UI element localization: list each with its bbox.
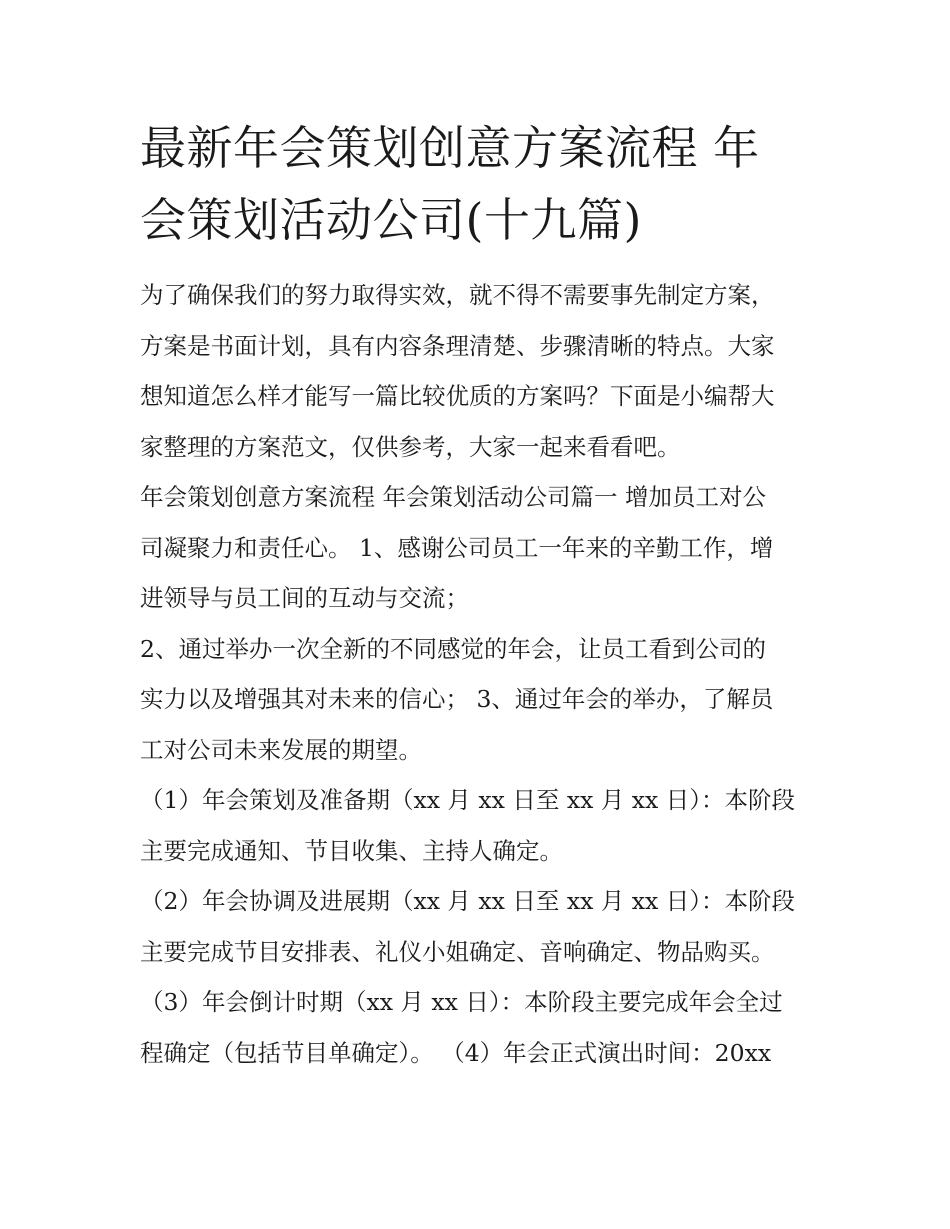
title-line: 会策划活动公司(十九篇) <box>140 193 642 247</box>
goals-paragraph <box>140 624 815 776</box>
phase-2-paragraph <box>140 876 815 977</box>
document-body <box>140 112 815 1078</box>
text-line: 主要完成通知、节目收集、主持人确定。 <box>140 836 563 865</box>
text-line: 工对公司未来发展的期望。 <box>140 735 422 764</box>
title-line: 最新年会策划创意方案流程 年 <box>140 121 760 175</box>
text-line: 为了确保我们的努力取得实效，就不得不需要事先制定方案， <box>140 281 775 309</box>
text-line: 司凝聚力和责任心。 1、感谢公司员工一年来的辛勤工作，增 <box>140 533 774 562</box>
text-line: （1）年会策划及准备期（xx 月 xx 日至 xx 月 xx 日）：本阶段 <box>140 786 796 814</box>
section-paragraph <box>140 472 815 624</box>
intro-paragraph <box>140 270 815 472</box>
text-line: 家整理的方案范文，仅供参考，大家一起来看看吧。 <box>140 432 681 461</box>
phase-3-paragraph <box>140 977 815 1078</box>
phase-1-paragraph <box>140 775 815 876</box>
text-line: （2）年会协调及进展期（xx 月 xx 日至 xx 月 xx 日）：本阶段 <box>140 887 796 915</box>
text-line: 年会策划创意方案流程 年会策划活动公司篇一 增加员工对公 <box>140 483 766 511</box>
text-line: 程确定（包括节目单确定）。 （4）年会正式演出时间：20xx <box>140 1038 772 1067</box>
text-line: 进领导与员工间的互动与交流； <box>140 584 469 612</box>
text-line: （3）年会倒计时期（xx 月 xx 日）：本阶段主要完成年会全过 <box>140 988 783 1016</box>
text-line: 2、通过举办一次全新的不同感觉的年会，让员工看到公司的 <box>140 634 766 663</box>
document-title <box>140 112 815 256</box>
text-line: 方案是书面计划，具有内容条理清楚、步骤清晰的特点。大家 <box>140 331 775 360</box>
text-line: 主要完成节目安排表、礼仪小姐确定、音响确定、物品购买。 <box>140 937 775 966</box>
text-line: 实力以及增强其对未来的信心； 3、通过年会的举办，了解员 <box>140 685 774 713</box>
text-line: 想知道怎么样才能写一篇比较优质的方案吗？下面是小编帮大 <box>140 382 775 410</box>
